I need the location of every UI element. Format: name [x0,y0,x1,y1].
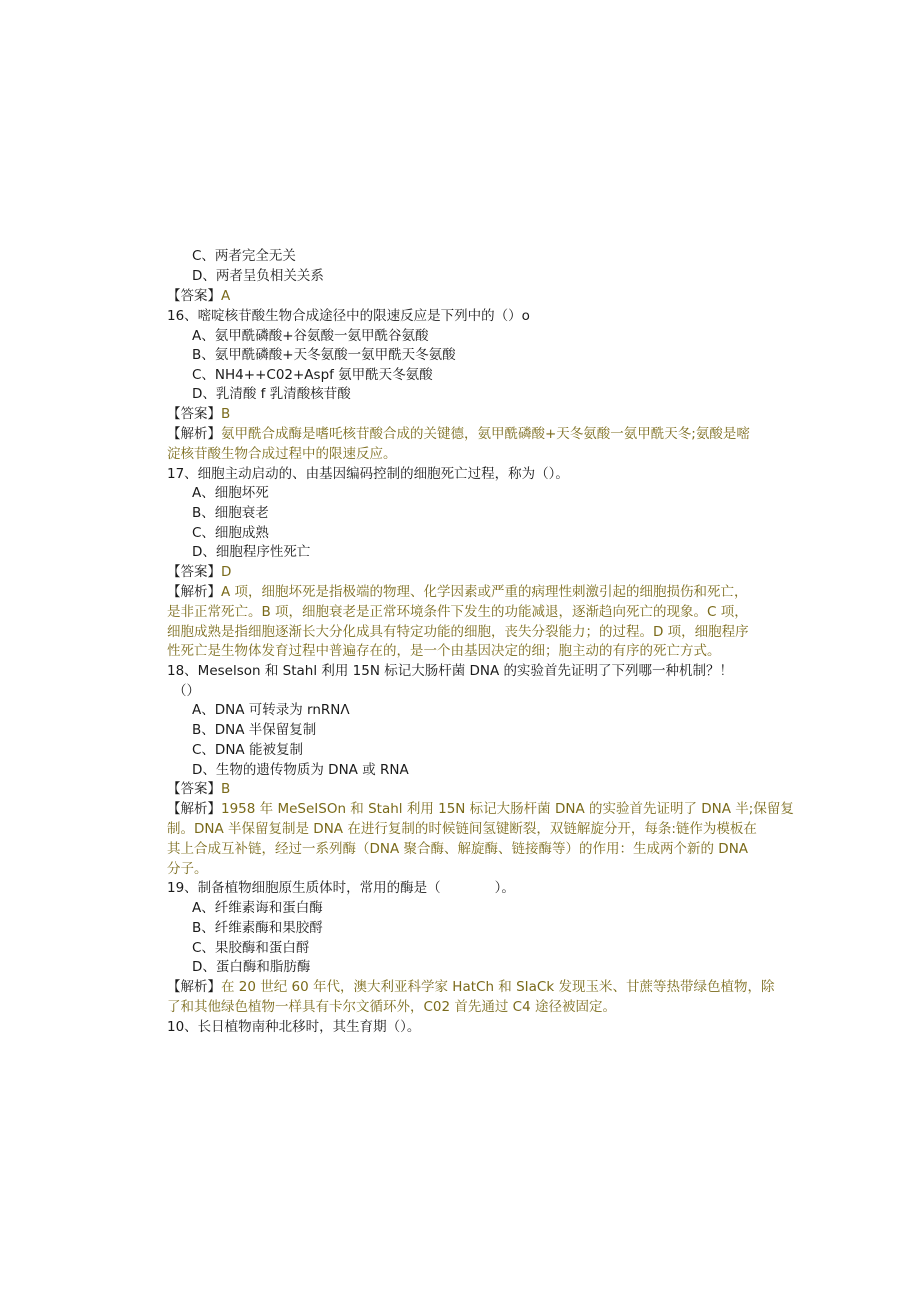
q15-answer [167,286,230,306]
q15-answer-value: A [221,288,231,304]
q10-question: 10、长日植物南种北移时，其生育期（）。 [167,1019,421,1035]
q19-explanation-line-2: 了和其他绿色植物一样具有卡尔文循环外，C02 首先通过 C4 途径被固定。 [167,999,616,1015]
q16-option-a: A、氨甲酰磷酸+谷氨酸一氨甲酰谷氨酸 [192,328,429,344]
q19-option-d: D、蛋白酶和脂肪酶 [192,959,311,975]
q18-answer-value: B [221,781,231,797]
explanation-label: 【解析】 [167,584,221,600]
explanation-label: 【解析】 [167,801,221,817]
q18-option-d: D、生物的遗传物质为 DNA 或 RNA [192,762,409,778]
q17-option-b: B、细胞衰老 [192,505,269,521]
answer-label: 【答案】 [167,564,221,580]
explanation-label: 【解析】 [167,979,221,995]
q19-option-b: B、纤维素酶和果胶酹 [192,920,323,936]
q18-option-c: C、DNA 能被复制 [192,742,303,758]
q16-question: 16、嘧啶核苷酸生物合成途径中的限速反应是下列中的（）o [167,308,530,324]
q18-explanation-line-4: 分子。 [167,861,208,877]
q18-explanation-line-3: 其上合成互补链，经过一系列酶（DNA 聚合酶、解旋酶、链接酶等）的作用：生成两个新的 DNA [167,841,749,857]
q19-option-c: C、果胶酶和蛋白酹 [192,940,310,956]
q16-option-c: C、NH4++C02+Aspf 氨甲酰天冬氨酸 [192,367,433,383]
q18-answer [167,779,230,799]
q18-explanation [167,799,794,819]
q17-option-a: A、细胞坏死 [192,485,269,501]
q18-question: 18、Meselson 和 Stahl 利用 15N 标记大肠杆菌 DNA 的实验首先证明了下列哪一种机制？！ [167,663,734,679]
q15-option-c: C、两者完全无关 [192,248,296,264]
q17-option-c: C、细胞成熟 [192,525,269,541]
q15-option-d: D、两者呈负相关关系 [192,268,324,284]
q17-answer-value: D [221,564,232,580]
q18-option-a: A、DNA 可转录为 rnRNΛ [192,702,350,718]
q18-question-blank: （） [173,683,200,699]
q17-question: 17、细胞主动启动的、由基因编码控制的细胞死亡过程，称为（）。 [167,466,569,482]
answer-label: 【答案】 [167,288,221,304]
q16-explanation-line-1: 氨甲酰合成酶是嗜吒核苷酸合成的关键德，氨甲酰磷酸+天冬氨酸一氨甲酰天冬;氨酸是嘧 [221,426,750,442]
q18-explanation-line-2: 制。DNA 半保留复制是 DNA 在进行复制的时候链间氢键断裂，双链解旋分开，每条:链作为模板在 [167,821,757,837]
q17-explanation-line-3: 细胞成熟是指细胞逐渐长大分化成具有特定功能的细胞，丧失分裂能力；的过程。D 项，细胞程序 [167,624,749,640]
q19-question: 19、制备植物细胞原生质体时，常用的酶是（ ）。 [167,880,515,896]
q17-explanation-line-4: 性死亡是生物体发育过程中普遍存在的，是一个由基因决定的细；胞主动的有序的死亡方式。 [167,643,721,659]
q17-explanation [167,582,748,602]
q16-explanation [167,424,750,444]
q19-option-a: A、纤维素诲和蛋白酶 [192,900,323,916]
q17-answer [167,562,231,582]
q16-option-b: B、氨甲酰磷酸+天冬氨酸一氨甲酰天冬氨酸 [192,347,456,363]
q16-answer [167,404,230,424]
answer-label: 【答案】 [167,781,221,797]
q16-answer-value: B [221,406,231,422]
q19-explanation-line-1: 在 20 世纪 60 年代，澳大利亚科学家 HatCh 和 SIaCk 发现玉米、甘蔗等热带绿色植物，除 [221,979,775,995]
explanation-label: 【解析】 [167,426,221,442]
q16-option-d: D、乳清酸 f 乳清酸核苷酸 [192,386,351,402]
q18-option-b: B、DNA 半保留复制 [192,722,317,738]
q19-explanation [167,977,774,997]
q16-explanation-line-2: 淀核苷酸生物合成过程中的限速反应。 [167,446,397,462]
q17-explanation-line-1: A 项，细胞坏死是指极端的物理、化学因素或严重的病理性刺激引起的细胞损伤和死亡， [221,584,748,600]
q17-option-d: D、细胞程序性死亡 [192,544,311,560]
q18-explanation-line-1: 1958 年 MeSeISOn 和 Stahl 利用 15N 标记大肠杆菌 DNA 的实验首先证明了 DNA 半;保留复 [221,801,794,817]
q17-explanation-line-2: 是非正常死亡。B 项，细胞衰老是正常环境条件下发生的功能减退，逐渐趋向死亡的现象。C 项， [167,604,748,620]
answer-label: 【答案】 [167,406,221,422]
